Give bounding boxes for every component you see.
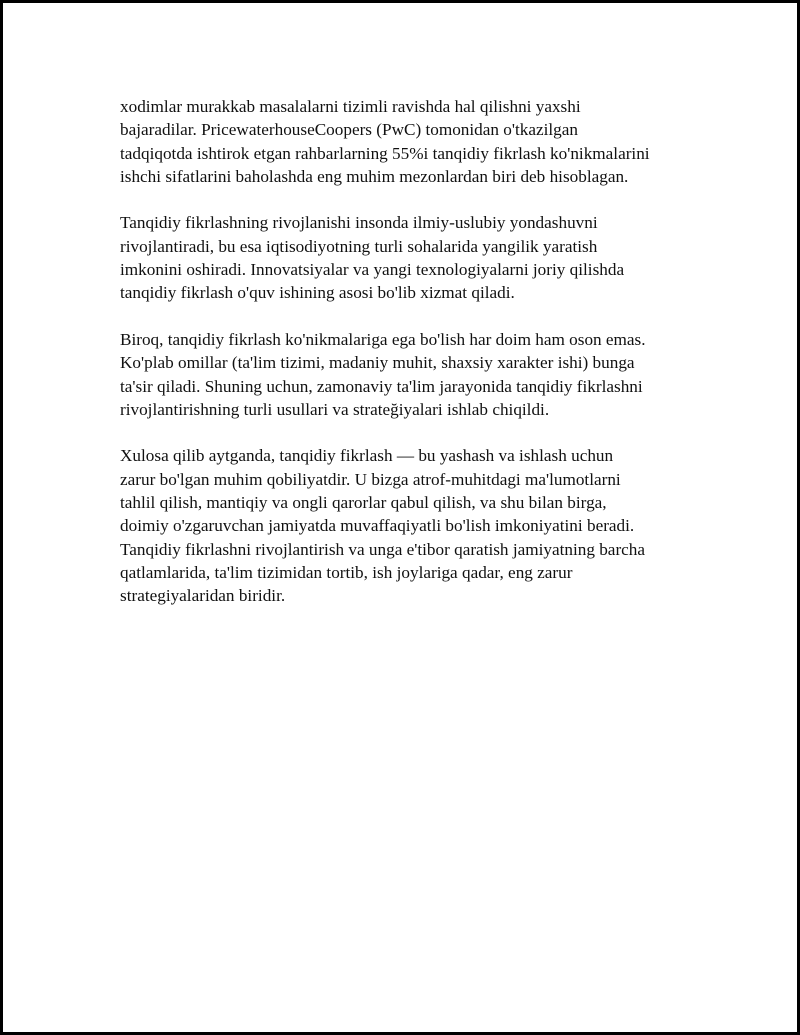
text-line: rivojlantirishning turli usullari va strateğiyalari ishlab chiqildi.: [120, 399, 550, 419]
text-line: Ko'plab omillar (ta'lim tizimi, madaniy muhit, shaxsiy xarakter ishi) bunga: [120, 353, 635, 373]
text-line: tahlil qilish, mantiqiy va ongli qarorlar qabul qilish, va shu bilan birga,: [120, 493, 607, 513]
text-line: imkonini oshiradi. Innovatsiyalar va yangi texnologiyalarni joriy qilishda: [120, 260, 625, 280]
text-line: Xulosa qilib aytganda, tanqidiy fikrlash — bu yashash va ishlash uchun: [120, 446, 614, 466]
paragraph-2: [120, 211, 690, 304]
text-line: tanqidiy fikrlash o'quv ishining asosi bo'lib xizmat qiladi.: [120, 283, 515, 303]
text-line: zarur bo'lgan muhim qobiliyatdir. U bizga atrof-muhitdagi ma'lumotlarni: [120, 469, 621, 489]
text-line: bajaradilar. PricewaterhouseCoopers (PwC) tomonidan o'tkazilgan: [120, 120, 578, 140]
text-line: doimiy o'zgaruvchan jamiyatda muvaffaqiyatli bo'lish imkoniyatini beradi.: [120, 516, 635, 536]
paragraph-4: [120, 444, 690, 607]
document-body: [120, 95, 690, 631]
text-line: Tanqidiy fikrlashni rivojlantirish va unga e'tibor qaratish jamiyatning barcha: [120, 539, 646, 559]
paragraph-3: [120, 328, 690, 421]
text-line: rivojlantiradi, bu esa iqtisodiyotning turli sohalarida yangilik yaratish: [120, 236, 598, 256]
text-line: ishchi sifatlarini baholashda eng muhim mezonlardan biri deb hisoblagan.: [120, 166, 629, 186]
text-line: Tanqidiy fikrlashning rivojlanishi insonda ilmiy-uslubiy yondashuvni: [120, 213, 598, 233]
text-line: ta'sir qiladi. Shuning uchun, zamonaviy ta'lim jarayonida tanqidiy fikrlashni: [120, 376, 643, 396]
text-line: Biroq, tanqidiy fikrlash ko'nikmalariga ega bo'lish har doim ham oson emas.: [120, 329, 646, 349]
text-line: strategiyalaridan biridir.: [120, 586, 286, 606]
text-line: tadqiqotda ishtirok etgan rahbarlarning 55%i tanqidiy fikrlash ko'nikmalarini: [120, 143, 650, 163]
paragraph-1: [120, 95, 690, 188]
text-line: xodimlar murakkab masalalarni tizimli ravishda hal qilishni yaxshi: [120, 97, 581, 116]
text-line: qatlamlarida, ta'lim tizimidan tortib, ish joylariga qadar, eng zarur: [120, 562, 573, 582]
